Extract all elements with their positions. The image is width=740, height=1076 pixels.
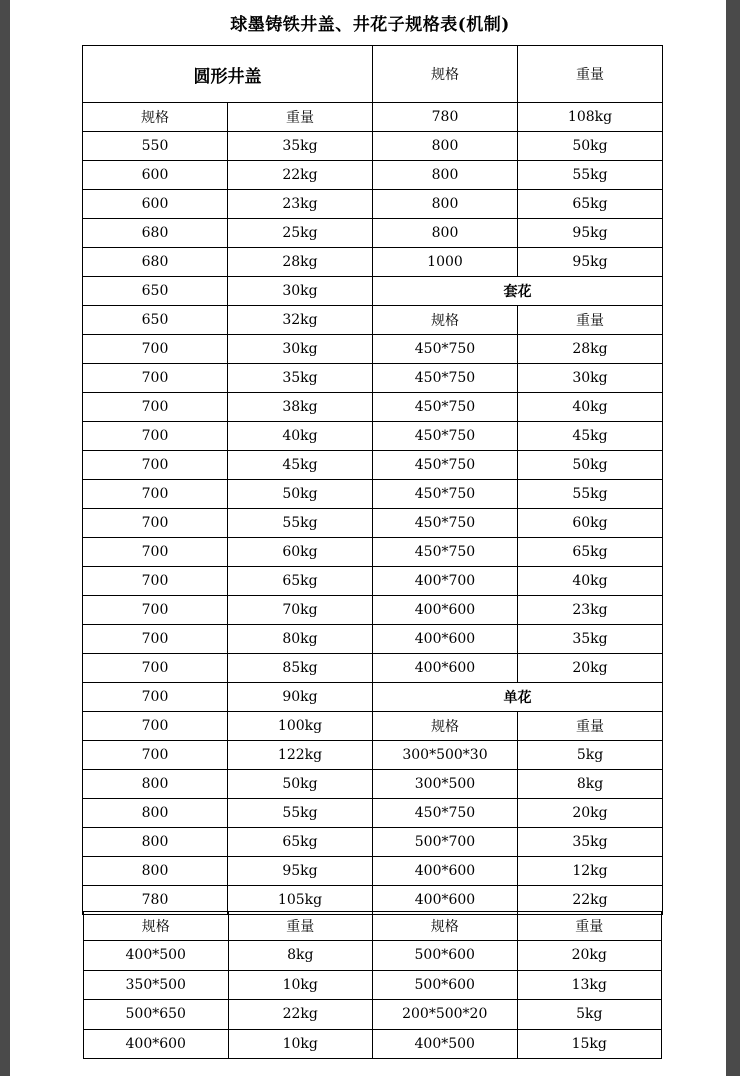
spec-cell: 400*600	[373, 886, 518, 915]
weight-cell: 65kg	[518, 538, 663, 567]
table-row	[83, 712, 663, 741]
table-row	[83, 306, 663, 335]
spec-cell: 700	[83, 654, 228, 683]
spec-cell: 450*750	[373, 480, 518, 509]
header-spec: 规格	[83, 103, 228, 132]
table-row	[83, 422, 663, 451]
weight-cell: 55kg	[518, 480, 663, 509]
weight-cell: 50kg	[518, 451, 663, 480]
weight-cell: 38kg	[228, 393, 373, 422]
weight-cell: 35kg	[228, 364, 373, 393]
header-spec: 规格	[373, 306, 518, 335]
weight-cell: 28kg	[228, 248, 373, 277]
weight-cell: 50kg	[228, 770, 373, 799]
weight-cell: 20kg	[518, 799, 663, 828]
table-row	[83, 46, 663, 103]
table-row	[83, 625, 663, 654]
weight-cell: 50kg	[228, 480, 373, 509]
table-row	[84, 1000, 662, 1030]
weight-cell: 95kg	[228, 857, 373, 886]
spec-cell: 400*600	[373, 625, 518, 654]
weight-cell: 45kg	[228, 451, 373, 480]
weight-cell: 105kg	[228, 886, 373, 915]
weight-cell: 35kg	[518, 828, 663, 857]
spec-cell: 800	[83, 799, 228, 828]
header-spec: 规格	[373, 46, 518, 103]
spec-cell: 300*500*30	[373, 741, 518, 770]
table-row	[83, 393, 663, 422]
spec-cell: 450*750	[373, 364, 518, 393]
spec-cell: 700	[83, 335, 228, 364]
header-weight: 重量	[517, 912, 662, 941]
spec-cell: 1000	[373, 248, 518, 277]
table-row	[84, 1029, 662, 1059]
spec-cell: 200*500*20	[373, 1000, 518, 1030]
table-row	[83, 132, 663, 161]
table-row	[83, 741, 663, 770]
spec-cell: 400*600	[373, 596, 518, 625]
weight-cell: 40kg	[518, 567, 663, 596]
table-row	[84, 941, 662, 971]
table-row	[83, 683, 663, 712]
spec-cell: 450*750	[373, 509, 518, 538]
table-row	[83, 480, 663, 509]
weight-cell: 23kg	[518, 596, 663, 625]
spec-cell: 400*600	[84, 1029, 229, 1059]
weight-cell: 65kg	[518, 190, 663, 219]
spec-cell: 450*750	[373, 335, 518, 364]
weight-cell: 80kg	[228, 625, 373, 654]
table-row	[83, 654, 663, 683]
weight-cell: 20kg	[517, 941, 662, 971]
weight-cell: 5kg	[518, 741, 663, 770]
table-row	[83, 364, 663, 393]
spec-cell: 700	[83, 625, 228, 654]
spec-cell: 450*750	[373, 422, 518, 451]
spec-cell: 650	[83, 306, 228, 335]
spec-cell: 450*750	[373, 393, 518, 422]
table-row	[83, 770, 663, 799]
section-dan: 单花	[373, 683, 663, 712]
weight-cell: 40kg	[518, 393, 663, 422]
spec-cell: 400*500	[373, 1029, 518, 1059]
spec-cell: 700	[83, 480, 228, 509]
bottom-spec-table	[83, 911, 662, 1059]
spec-cell: 450*750	[373, 538, 518, 567]
spec-cell: 700	[83, 567, 228, 596]
weight-cell: 28kg	[518, 335, 663, 364]
table-row	[84, 970, 662, 1000]
spec-cell: 700	[83, 422, 228, 451]
table-row	[83, 538, 663, 567]
spec-cell: 800	[83, 828, 228, 857]
header-weight: 重量	[518, 46, 663, 103]
weight-cell: 65kg	[228, 567, 373, 596]
spec-cell: 400*700	[373, 567, 518, 596]
spec-cell: 700	[83, 451, 228, 480]
weight-cell: 30kg	[228, 277, 373, 306]
weight-cell: 10kg	[228, 970, 373, 1000]
weight-cell: 65kg	[228, 828, 373, 857]
spec-cell: 700	[83, 741, 228, 770]
spec-cell: 780	[83, 886, 228, 915]
table-row	[83, 799, 663, 828]
spec-cell: 500*700	[373, 828, 518, 857]
spec-cell: 700	[83, 712, 228, 741]
header-spec: 规格	[373, 712, 518, 741]
spec-cell: 500*600	[373, 941, 518, 971]
spec-cell: 600	[83, 161, 228, 190]
table-row	[83, 219, 663, 248]
weight-cell: 30kg	[518, 364, 663, 393]
spec-cell: 800	[373, 132, 518, 161]
header-spec: 规格	[84, 912, 229, 941]
weight-cell: 95kg	[518, 248, 663, 277]
spec-cell: 650	[83, 277, 228, 306]
weight-cell: 5kg	[517, 1000, 662, 1030]
table-row	[83, 451, 663, 480]
weight-cell: 13kg	[517, 970, 662, 1000]
weight-cell: 122kg	[228, 741, 373, 770]
header-weight: 重量	[228, 103, 373, 132]
table-row	[83, 509, 663, 538]
weight-cell: 20kg	[518, 654, 663, 683]
spec-cell: 800	[373, 161, 518, 190]
weight-cell: 25kg	[228, 219, 373, 248]
section-round-cover: 圆形井盖	[83, 46, 373, 103]
weight-cell: 55kg	[518, 161, 663, 190]
header-weight: 重量	[228, 912, 373, 941]
spec-cell: 450*750	[373, 799, 518, 828]
table-header-row	[84, 912, 662, 941]
spec-cell: 450*750	[373, 451, 518, 480]
weight-cell: 40kg	[228, 422, 373, 451]
spec-cell: 500*600	[373, 970, 518, 1000]
spec-cell: 700	[83, 596, 228, 625]
weight-cell: 30kg	[228, 335, 373, 364]
weight-cell: 22kg	[228, 1000, 373, 1030]
weight-cell: 108kg	[518, 103, 663, 132]
weight-cell: 90kg	[228, 683, 373, 712]
spec-cell: 700	[83, 393, 228, 422]
spec-cell: 500*650	[84, 1000, 229, 1030]
weight-cell: 12kg	[518, 857, 663, 886]
weight-cell: 60kg	[228, 538, 373, 567]
weight-cell: 50kg	[518, 132, 663, 161]
spec-cell: 550	[83, 132, 228, 161]
weight-cell: 8kg	[228, 941, 373, 971]
table-row	[83, 277, 663, 306]
table-row	[83, 161, 663, 190]
weight-cell: 15kg	[517, 1029, 662, 1059]
weight-cell: 23kg	[228, 190, 373, 219]
spec-cell: 400*500	[84, 941, 229, 971]
table-row	[83, 190, 663, 219]
weight-cell: 85kg	[228, 654, 373, 683]
spec-cell: 700	[83, 364, 228, 393]
page-title: 球墨铸铁井盖、井花子规格表(机制)	[230, 15, 510, 35]
table-row	[83, 596, 663, 625]
weight-cell: 95kg	[518, 219, 663, 248]
weight-cell: 100kg	[228, 712, 373, 741]
table-row	[83, 103, 663, 132]
spec-cell: 800	[83, 770, 228, 799]
table-row	[83, 857, 663, 886]
header-spec: 规格	[373, 912, 518, 941]
weight-cell: 70kg	[228, 596, 373, 625]
table-row	[83, 828, 663, 857]
weight-cell: 10kg	[228, 1029, 373, 1059]
main-spec-table	[82, 45, 663, 915]
weight-cell: 22kg	[228, 161, 373, 190]
table-row	[83, 335, 663, 364]
weight-cell: 22kg	[518, 886, 663, 915]
header-weight: 重量	[518, 712, 663, 741]
header-weight: 重量	[518, 306, 663, 335]
weight-cell: 55kg	[228, 799, 373, 828]
spec-cell: 780	[373, 103, 518, 132]
spec-cell: 400*600	[373, 654, 518, 683]
spec-cell: 300*500	[373, 770, 518, 799]
weight-cell: 35kg	[228, 132, 373, 161]
spec-cell: 700	[83, 538, 228, 567]
spec-cell: 800	[373, 190, 518, 219]
weight-cell: 55kg	[228, 509, 373, 538]
spec-cell: 400*600	[373, 857, 518, 886]
weight-cell: 8kg	[518, 770, 663, 799]
spec-cell: 800	[373, 219, 518, 248]
spec-cell: 350*500	[84, 970, 229, 1000]
table-row	[83, 248, 663, 277]
weight-cell: 60kg	[518, 509, 663, 538]
spec-cell: 680	[83, 248, 228, 277]
spec-cell: 700	[83, 509, 228, 538]
table-row	[83, 567, 663, 596]
weight-cell: 45kg	[518, 422, 663, 451]
weight-cell: 35kg	[518, 625, 663, 654]
spec-cell: 680	[83, 219, 228, 248]
spec-cell: 800	[83, 857, 228, 886]
weight-cell: 32kg	[228, 306, 373, 335]
spec-cell: 600	[83, 190, 228, 219]
spec-cell: 700	[83, 683, 228, 712]
section-tao: 套花	[373, 277, 663, 306]
